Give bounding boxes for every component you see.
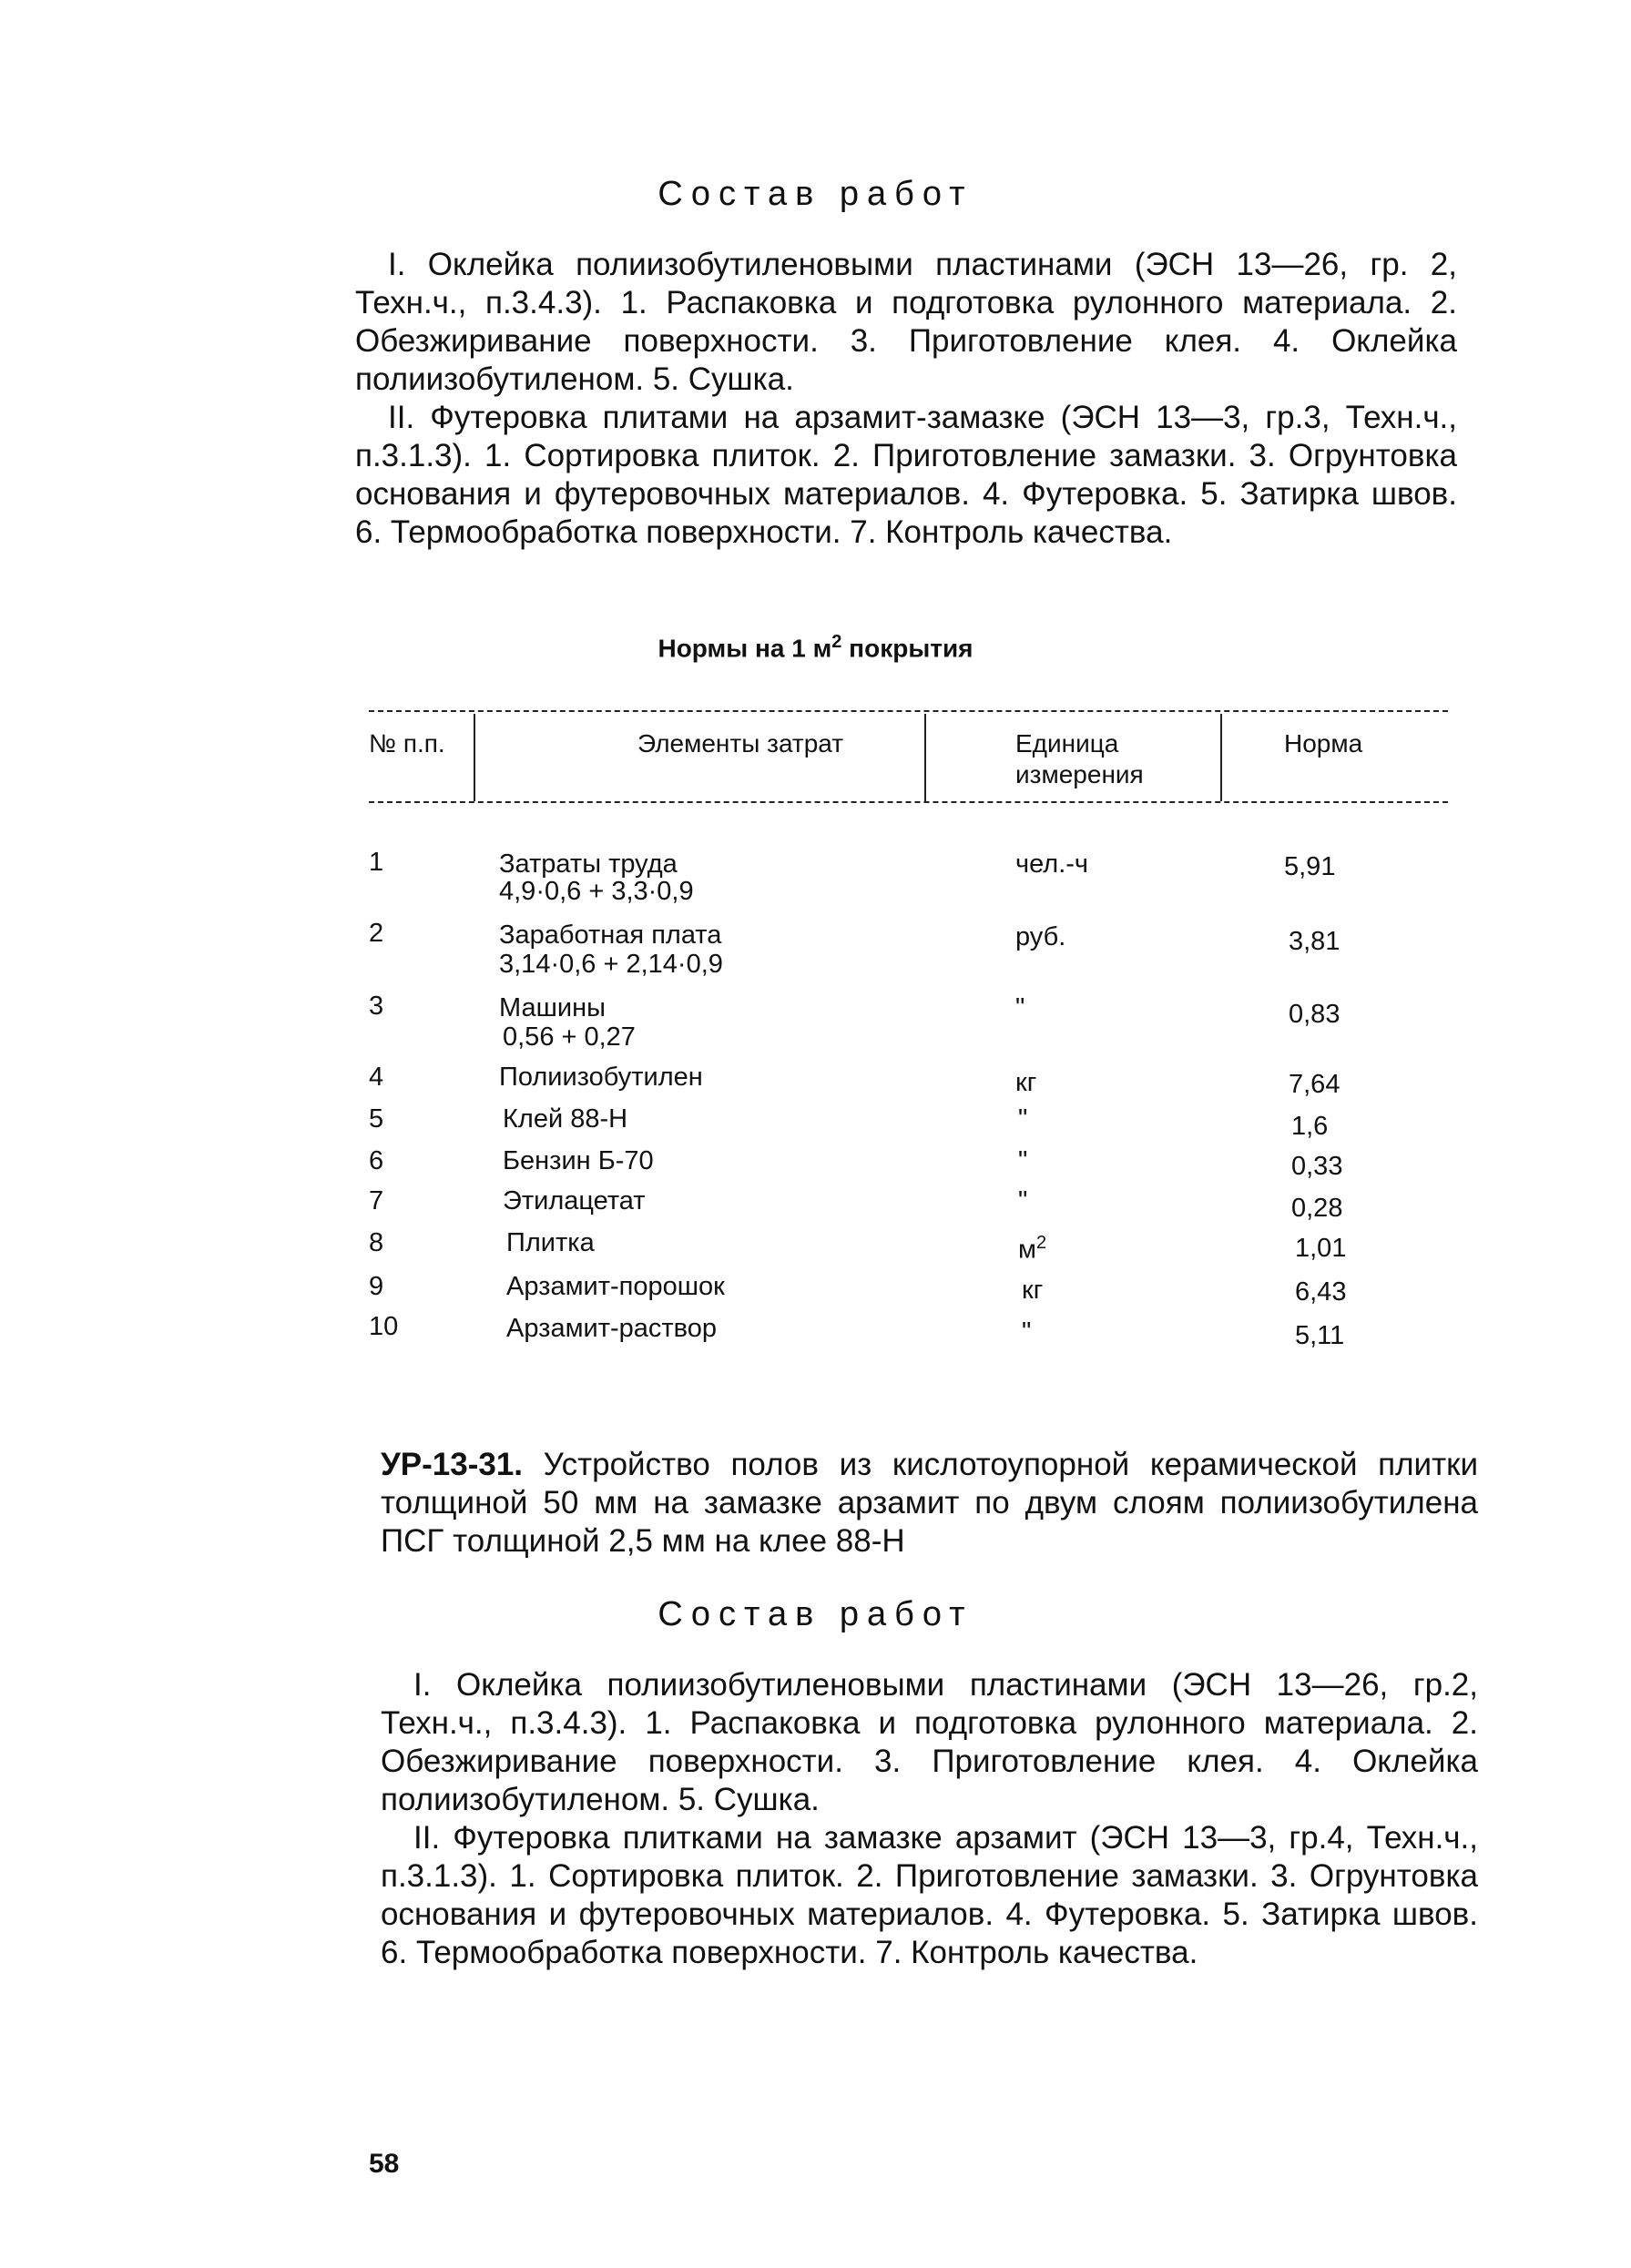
row-name: Клей 88-Н bbox=[503, 1104, 628, 1134]
row-num: 8 bbox=[369, 1228, 384, 1257]
row-name: Затраты труда bbox=[499, 849, 678, 879]
section2-title bbox=[381, 1446, 1478, 1561]
section2-code: УР-13-31. bbox=[381, 1447, 524, 1482]
row-name: Машины bbox=[499, 993, 606, 1022]
row-num: 5 bbox=[369, 1104, 384, 1134]
row-unit: кг bbox=[1015, 1068, 1037, 1097]
table-title-prefix: Нормы на 1 м bbox=[657, 634, 832, 663]
table-col-divider-2 bbox=[924, 714, 926, 801]
row-norm: 5,91 bbox=[1284, 852, 1336, 881]
row-norm: 6,43 bbox=[1295, 1277, 1347, 1307]
row-unit: " bbox=[1018, 1146, 1028, 1175]
row-formula: 4,9·0,6 + 3,3·0,9 bbox=[499, 877, 694, 906]
header-unit-line1: Единица bbox=[1015, 729, 1119, 758]
row-num: 4 bbox=[369, 1063, 384, 1092]
row-unit: кг bbox=[1022, 1276, 1044, 1305]
header-norm: Норма bbox=[1284, 729, 1363, 758]
row-name: Заработная плата bbox=[499, 920, 722, 950]
row-name: Арзамит-порошок bbox=[506, 1272, 725, 1301]
table-header-rule bbox=[369, 801, 1448, 803]
row-norm: 0,28 bbox=[1291, 1194, 1343, 1223]
row-norm: 1,01 bbox=[1295, 1234, 1347, 1263]
section2-paragraph-2: II. Футеровка плитками на замазке арзамит (ЭСН 13—3, гр.4, Техн.ч., п.3.1.3). 1. Сортировка плиток. 2. Приготовление замазки. 3. Огрунтовка основания и футеровочных материалов. 4. Футеровка. 5. Затирка швов. 6. Термообработка поверхности. 7. Контроль качества. bbox=[381, 1820, 1478, 1970]
row-formula: 0,56 + 0,27 bbox=[503, 1022, 636, 1052]
section-heading: Состав работ bbox=[657, 175, 974, 213]
row-name: Арзамит-раствор bbox=[506, 1314, 718, 1343]
header-num: № п.п. bbox=[369, 729, 445, 758]
work-composition-paragraph-1: I. Оклейка полиизобутиленовыми пластинами (ЭСН 13—26, гр. 2, Техн.ч., п.3.4.3). 1. Распаковка и подготовка рулонного материала. 2. Обезжиривание поверхности. 3. Приготовление клея. 4. Оклейка полиизобутиленом. 5. Сушка. bbox=[355, 247, 1457, 397]
table-title-suffix: покрытия bbox=[841, 634, 974, 663]
row-unit bbox=[1018, 1227, 1046, 1266]
row-num: 2 bbox=[369, 919, 384, 948]
row-unit: " bbox=[1022, 1317, 1032, 1347]
section2-title-text: Устройство полов из кислотоупорной керамической плитки толщиной 50 мм на замазке арзамит по двум слоям полиизобутилена ПСГ толщиной 2,5 мм на клее 88-Н bbox=[381, 1447, 1478, 1559]
row-norm: 0,83 bbox=[1289, 1000, 1340, 1029]
row-norm: 1,6 bbox=[1291, 1112, 1329, 1141]
work-composition-paragraph-2: II. Футеровка плитами на арзамит-замазке (ЭСН 13—3, гр.3, Техн.ч., п.3.1.3). 1. Сортировка плиток. 2. Приготовление замазки. 3. Огрунтовка основания и футеровочных материалов. 4. Футеровка. 5. Затирка швов. 6. Термообработка поверхности. 7. Контроль качества. bbox=[355, 400, 1457, 550]
header-unit-line2: измерения bbox=[1015, 760, 1144, 788]
row-unit-text: м bbox=[1018, 1235, 1036, 1265]
table-top-rule bbox=[369, 710, 1448, 712]
section2-paragraph-1: I. Оклейка полиизобутиленовыми пластинами (ЭСН 13—26, гр.2, Техн.ч., п.3.4.3). 1. Распаковка и подготовка рулонного материала. 2. Обезжиривание поверхности. 3. Приготовление клея. 4. Оклейка полиизобутиленом. 5. Сушка. bbox=[381, 1667, 1478, 1817]
header-elements: Элементы затрат bbox=[637, 729, 844, 758]
row-name: Этилацетат bbox=[503, 1186, 646, 1215]
row-num: 7 bbox=[369, 1186, 384, 1215]
row-name: Бензин Б-70 bbox=[503, 1146, 654, 1175]
row-num: 6 bbox=[369, 1146, 384, 1175]
section2-heading: Состав работ bbox=[657, 1595, 974, 1633]
row-norm: 7,64 bbox=[1289, 1070, 1340, 1099]
row-name: Полиизобутилен bbox=[499, 1063, 703, 1092]
row-norm: 5,11 bbox=[1295, 1321, 1345, 1350]
row-num: 9 bbox=[369, 1272, 384, 1301]
row-num: 3 bbox=[369, 992, 384, 1021]
row-norm: 3,81 bbox=[1289, 927, 1340, 956]
row-unit: руб. bbox=[1015, 922, 1066, 951]
table-title-sup: 2 bbox=[831, 632, 842, 652]
table-title bbox=[0, 632, 1631, 663]
page-number: 58 bbox=[369, 2149, 400, 2179]
row-norm: 0,33 bbox=[1291, 1152, 1343, 1181]
row-name: Плитка bbox=[506, 1228, 595, 1257]
row-unit: " bbox=[1018, 1186, 1028, 1215]
row-unit: " bbox=[1015, 993, 1025, 1022]
row-formula: 3,14·0,6 + 2,14·0,9 bbox=[499, 950, 723, 979]
table-col-divider-1 bbox=[474, 714, 475, 801]
row-unit: чел.-ч bbox=[1015, 849, 1089, 879]
row-num: 1 bbox=[369, 848, 384, 877]
table-col-divider-3 bbox=[1220, 714, 1222, 801]
row-num: 10 bbox=[369, 1312, 399, 1341]
row-unit: " bbox=[1018, 1104, 1028, 1134]
row-unit-sup: 2 bbox=[1035, 1233, 1047, 1253]
